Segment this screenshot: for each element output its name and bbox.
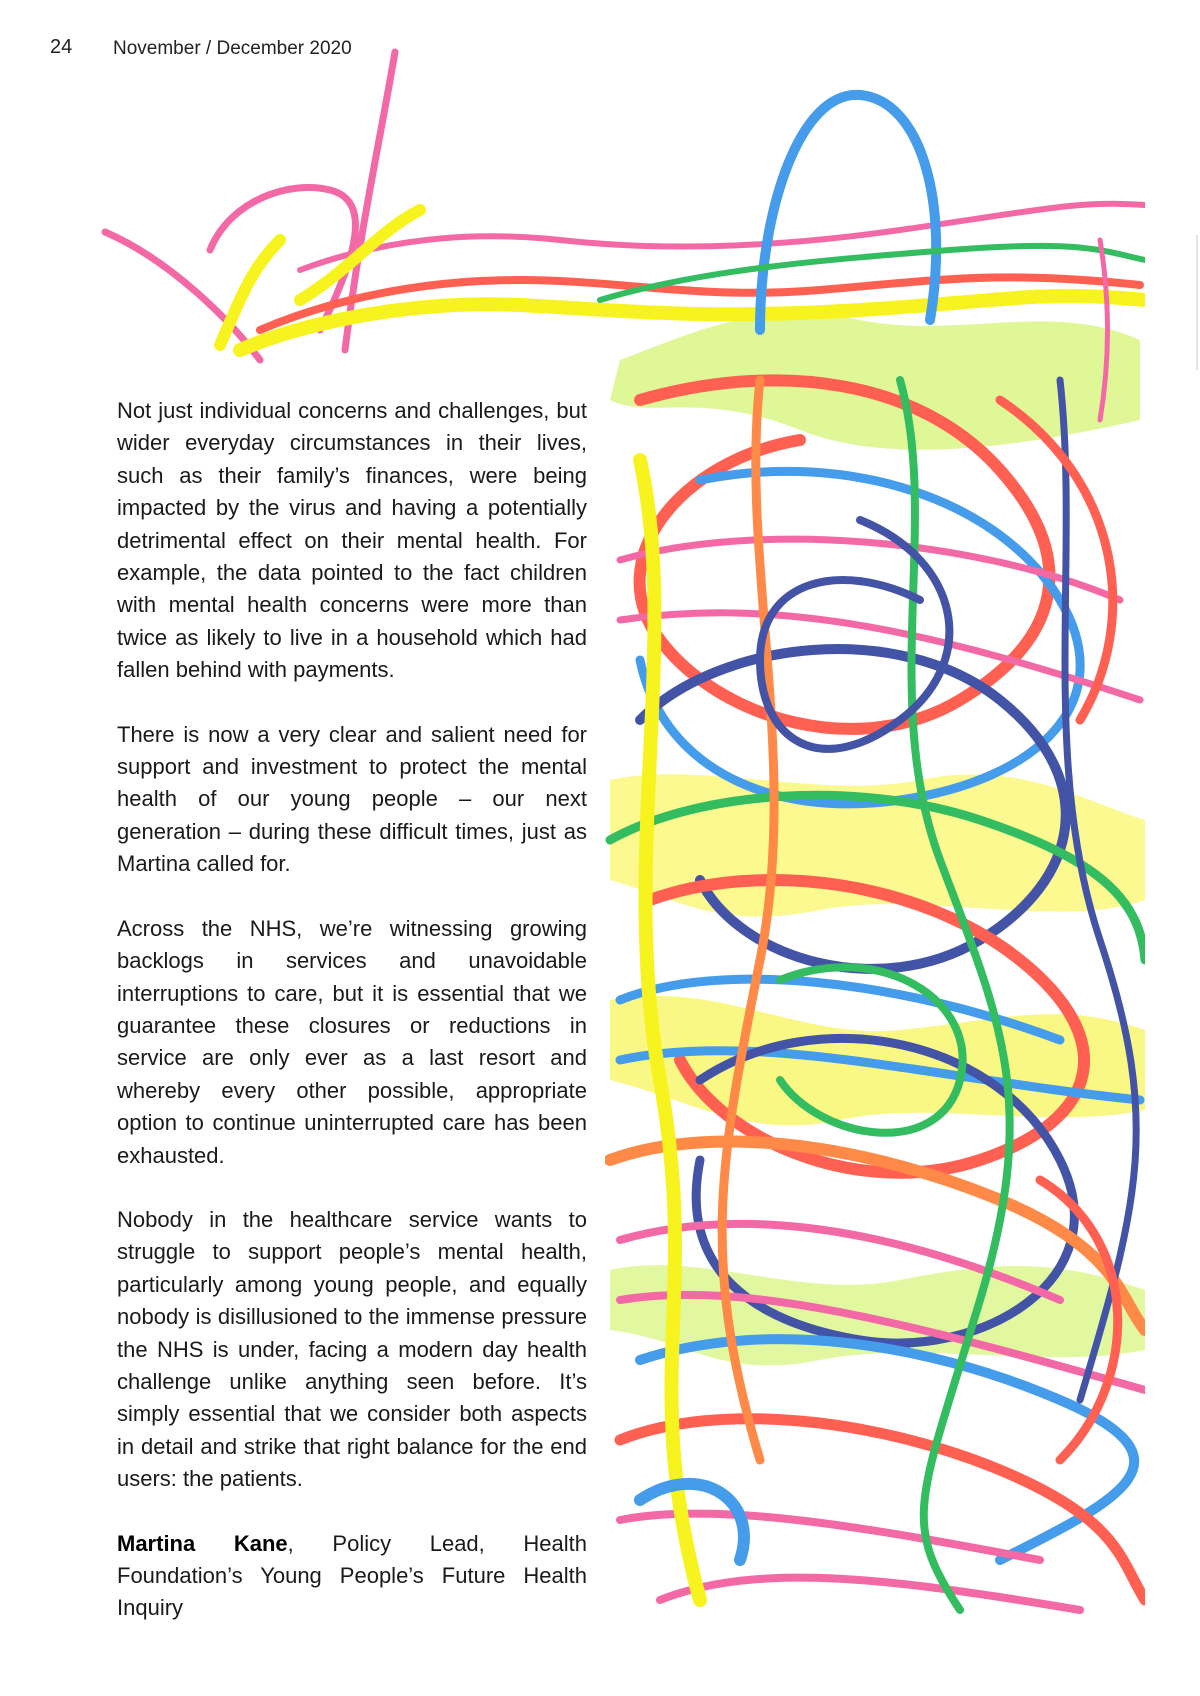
article-paragraph-1: Not just individual concerns and challenges, but wider everyday circumstances in their lives, such as their family’s finances, were being impacted by the virus and having a potentially detrimental effect on their mental health. For example, the data pointed to the fact children with mental health concerns were more than twice as likely to live in a household which had fallen behind with payments. [117, 398, 587, 683]
article-paragraph-4: Nobody in the healthcare service wants to struggle to support people’s mental health, particularly among young people, and equally nobody is disillusioned to the immense pressure the NHS is under, facing a modern day health challenge unlike anything seen before. It’s simply essential that we consider both aspects in detail and strike that right balance for the end users: the patients. [117, 1206, 587, 1492]
issue-date: November / December 2020 [113, 38, 352, 59]
article-body [117, 395, 587, 1657]
article-paragraph-2: There is now a very clear and salient need for support and investment to protect the mental health of our young people – our next generation – during these difficult times, just as Martina called for. [117, 721, 587, 877]
author-role: , Policy Lead, Health Foundation’s Young People’s Future Health Inquiry [117, 1530, 587, 1621]
article-paragraph-3: Across the NHS, we’re witnessing growing backlogs in services and unavoidable interruptions to care, but it is essential that we guarantee these closures or reductions in service are only ever as a last resort and whereby every other possible, appropriate option to continue uninterrupted care has been exhausted. [117, 915, 587, 1168]
author-name: Martina Kane [117, 1530, 288, 1556]
page-edge-line [1196, 235, 1198, 370]
page-number: 24 [50, 36, 73, 58]
author-byline [117, 1528, 587, 1625]
